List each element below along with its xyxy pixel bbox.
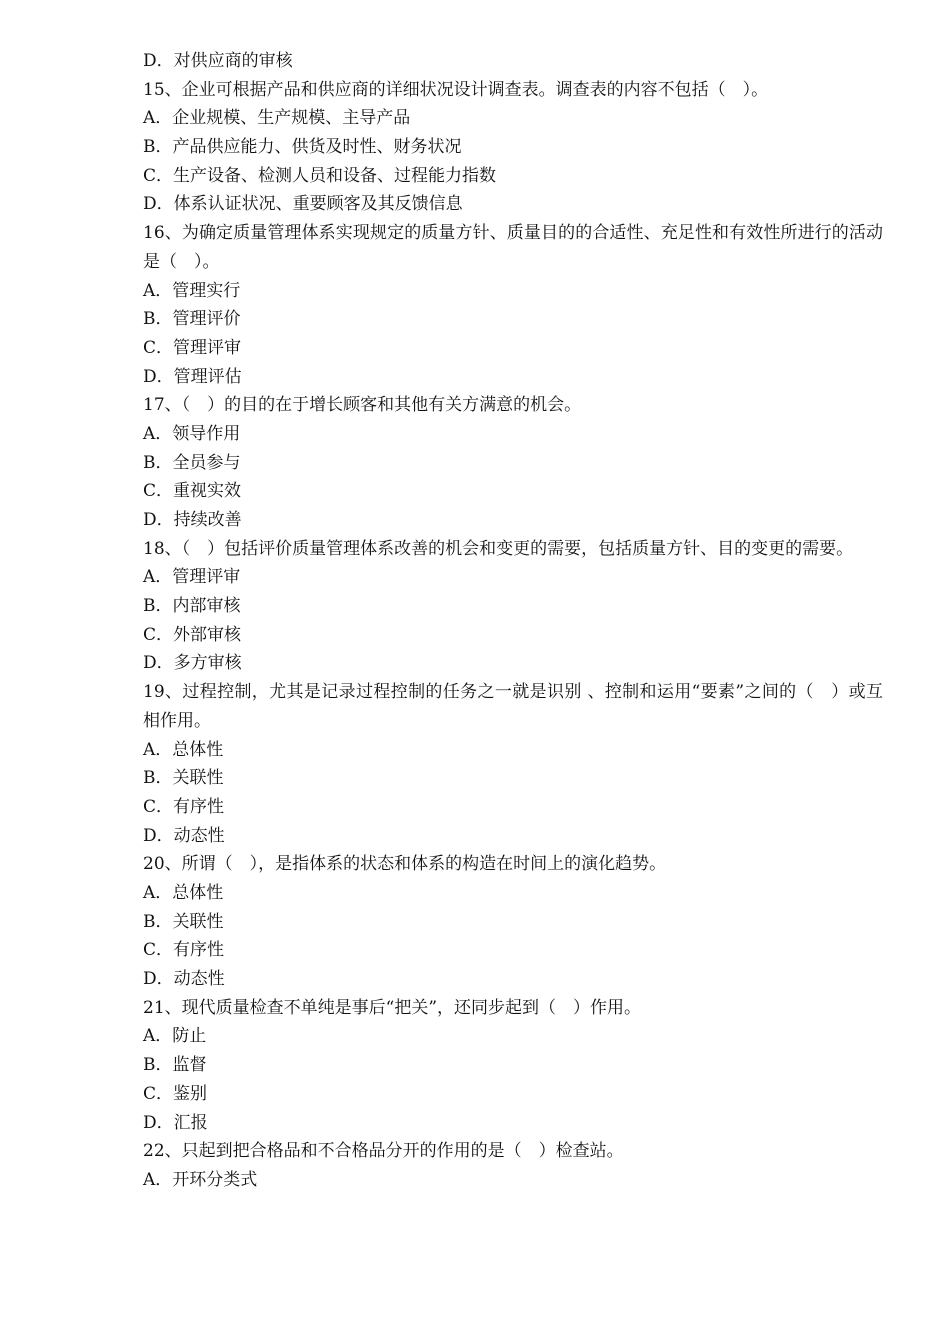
question-stem: 15、企业可根据产品和供应商的详细状况设计调查表。调查表的内容不包括（ ）。 [143, 79, 769, 100]
option-d: D．动态性 [143, 969, 225, 990]
document-page [143, 47, 883, 1195]
question-15 [143, 76, 883, 219]
question-stem: 19、过程控制，尤其是记录过程控制的任务之一就是识别 、控制和运用“要素”之间的（ ）或互相作用。 [143, 682, 883, 731]
option-a: A．总体性 [143, 883, 224, 904]
question-21 [143, 994, 883, 1137]
option-a: A．领导作用 [143, 423, 241, 444]
option-a: A．管理实行 [143, 280, 241, 301]
option-d: D．汇报 [143, 1112, 208, 1133]
question-16 [143, 219, 883, 391]
option-b: B．全员参与 [143, 452, 241, 473]
question-stem: 18、（ ）包括评价质量管理体系改善的机会和变更的需要，包括质量方针、目的变更的需要。 [143, 538, 854, 559]
option-b: B．内部审核 [143, 596, 241, 617]
question-stem: 17、（ ）的目的在于增长顾客和其他有关方满意的机会。 [143, 395, 582, 416]
option-d: D．体系认证状况、重要顾客及其反馈信息 [143, 194, 463, 215]
option-a: A．管理评审 [143, 567, 241, 588]
question-stem: 22、只起到把合格品和不合格品分开的作用的是（ ）检查站。 [143, 1141, 624, 1162]
option-a: A．防止 [143, 1026, 207, 1047]
option-b: B．监督 [143, 1055, 207, 1076]
option-d: D．多方审核 [143, 653, 242, 674]
question-20 [143, 850, 883, 993]
option-c: C．有序性 [143, 796, 225, 817]
question-22 [143, 1137, 883, 1194]
option-b: B．管理评价 [143, 309, 241, 330]
option-d: D．持续改善 [143, 510, 242, 531]
option-c: C．有序性 [143, 940, 225, 961]
option-c: C．外部审核 [143, 624, 242, 645]
option-b: B．关联性 [143, 911, 224, 932]
question-stem: 16、为确定质量管理体系实现规定的质量方针、质量目的的合适性、充足性和有效性所进行的活动是（ ）。 [143, 223, 883, 272]
option-b: B．关联性 [143, 768, 224, 789]
option-c: C．重视实效 [143, 481, 242, 502]
option-a: A．开环分类式 [143, 1169, 258, 1190]
option-d: D．管理评估 [143, 366, 242, 387]
option-b: B．产品供应能力、供货及时性、财务状况 [143, 137, 462, 158]
option-c: C．鉴别 [143, 1083, 208, 1104]
option-c: C．管理评审 [143, 337, 242, 358]
option-a: A．企业规模、生产规模、主导产品 [143, 108, 411, 129]
question-19 [143, 678, 883, 850]
question-17 [143, 391, 883, 534]
option-a: A．总体性 [143, 739, 224, 760]
option-d: D．动态性 [143, 825, 225, 846]
question-stem: 20、所谓（ ），是指体系的状态和体系的构造在时间上的演化趋势。 [143, 854, 667, 875]
option-d: D．对供应商的审核 [143, 51, 293, 71]
question-stem: 21、现代质量检查不单纯是事后“把关”，还同步起到（ ）作用。 [143, 997, 642, 1018]
option-c: C．生产设备、检测人员和设备、过程能力指数 [143, 165, 497, 186]
question-18 [143, 535, 883, 678]
